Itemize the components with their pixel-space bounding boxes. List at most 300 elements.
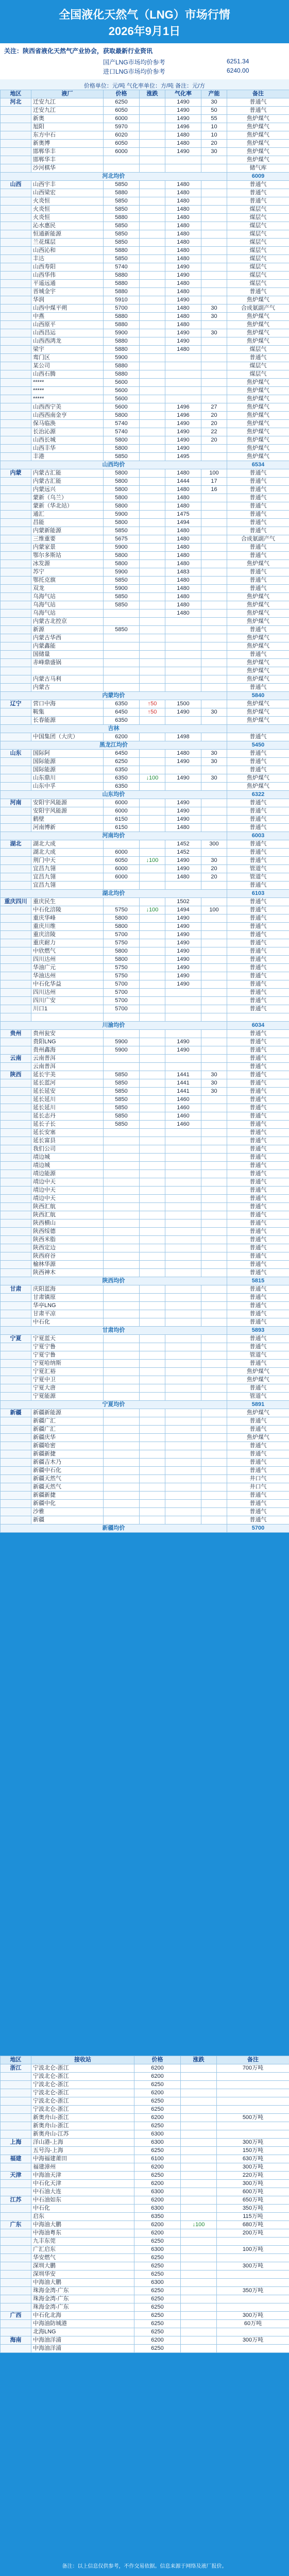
table-cell: 普通气 [227,1261,289,1269]
region-cell [1,1450,31,1459]
table-cell [104,1450,140,1459]
table-cell [140,1211,165,1219]
table-cell: 6250 [134,2262,181,2270]
region-cell [1,824,31,832]
table-cell [201,972,227,980]
table-cell: 中海油防城港 [31,2320,134,2328]
table-cell: 延长安塞 [31,1129,104,1137]
table-row [1,189,289,197]
table-cell: 10 [201,131,227,140]
table-cell: 6250 [134,2345,181,2353]
table-row [1,1038,289,1046]
table-row [1,337,289,346]
table-cell: 中国集团（大庆） [31,733,104,741]
region-cell [1,107,31,115]
table-row [1,1434,289,1442]
notice-panel [0,43,289,79]
table-cell: 1460 [165,1096,201,1104]
table-cell: 中石化 [31,2205,134,2213]
table-cell: 宁夏中卫 [31,1376,104,1384]
table-cell: 山东鼎川 [31,774,104,783]
table-cell [201,1195,227,1203]
table-cell [165,1417,201,1426]
table-row [1,626,289,634]
table-cell [140,980,165,989]
region-average-row [1,791,289,799]
table-row [1,214,289,222]
table-cell [104,1187,140,1195]
table-cell: 普通气 [227,1459,289,1467]
table-cell: 6450 [104,708,140,717]
table-cell [201,1285,227,1294]
table-cell [181,2312,217,2320]
region-cell [1,428,31,436]
region-cell [1,486,31,494]
average-value: 5840 [227,692,289,700]
table-cell: 100 [201,906,227,914]
table-cell [165,1384,201,1393]
table-cell: 1490 [165,436,201,445]
table-row [1,2336,289,2345]
region-cell [1,774,31,783]
table-cell: 5800 [104,519,140,527]
table-cell: 煤层气 [227,272,289,280]
table-cell: 30 [201,857,227,865]
table-cell: 煤层气 [227,370,289,379]
table-cell: 6000 [104,807,140,816]
table-cell [140,675,165,684]
table-cell [165,618,201,626]
table-cell: 6250 [134,2303,181,2312]
table-cell: 5850 [104,181,140,189]
table-cell [201,1104,227,1112]
table-cell [140,1516,165,1524]
table-cell: 华润 [31,296,104,304]
region-cell [1,1145,31,1154]
table-cell: 国际能源 [31,766,104,774]
average-value [227,725,289,733]
table-cell [201,395,227,403]
table-cell: 1490 [165,931,201,939]
table-cell [140,1483,165,1492]
table-cell: 新疆中化 [31,1500,104,1508]
table-cell: 6000 [104,148,140,156]
table-cell [104,1475,140,1483]
table-cell [140,560,165,568]
table-cell [201,197,227,206]
table-cell [201,609,227,618]
table-cell [165,1219,201,1228]
region-cell [1,544,31,552]
table-cell [201,321,227,329]
table-cell [140,947,165,956]
table-cell [140,667,165,675]
table-cell: 1480 [165,486,201,494]
table-cell [104,618,140,626]
table-cell: 普通气 [227,189,289,197]
table-cell: 6300 [134,2205,181,2213]
table-cell [140,239,165,247]
table-cell: 焦炉煤气 [227,395,289,403]
table-cell: 115万吨 [217,2213,289,2221]
region-cell: 山西 [1,181,31,189]
region-cell [1,2205,31,2213]
region-cell [1,675,31,684]
table-row [1,2270,289,2279]
table-cell: 300万吨 [217,2163,289,2172]
table-cell: 1480 [165,313,201,321]
table-cell: 6250 [134,2106,181,2114]
table-cell [201,1261,227,1269]
table-cell [201,1112,227,1121]
region-cell [1,1154,31,1162]
table-cell [140,453,165,461]
region-cell [1,1137,31,1145]
table-cell [201,1162,227,1170]
table-cell: 6250 [134,2287,181,2295]
table-cell: 6300 [134,2188,181,2196]
table-cell [201,1508,227,1516]
table-cell [104,1195,140,1203]
region-cell [1,370,31,379]
region-cell [1,304,31,313]
table-row [1,2229,289,2238]
table-cell: 焦炉煤气 [227,379,289,387]
region-average-row [1,832,289,840]
table-cell [140,1005,165,1013]
table-cell: 5700 [104,980,140,989]
table-cell: 1496 [165,123,201,131]
table-cell [140,1219,165,1228]
table-row [1,2246,289,2254]
table-cell: 焦炉煤气 [227,387,289,395]
table-row [1,1088,289,1096]
average-label: 内蒙均价 [1,692,227,700]
table-cell: 苏宁 [31,568,104,577]
table-cell [140,123,165,131]
header-banner [0,0,289,43]
region-cell: 甘肃 [1,1285,31,1294]
table-cell [140,1063,165,1071]
table-cell: 6150 [104,816,140,824]
table-cell: 乌海气站 [31,601,104,609]
table-cell [165,1442,201,1450]
region-cell [1,667,31,675]
table-cell [140,98,165,107]
table-cell: 新疆吉木乃 [31,1459,104,1467]
table-cell: 5700 [104,997,140,1005]
table-cell: 焦炉煤气 [227,140,289,148]
table-cell: 宁波北仑-浙江 [31,2064,134,2073]
average-label: 吉林 [1,725,227,733]
table-cell: 火炎恒 [31,214,104,222]
table-cell: 普通气 [227,197,289,206]
table-cell [140,865,165,873]
table-cell: 新疆天然气 [31,1475,104,1483]
table-row [1,980,289,989]
table-cell: 普通气 [227,1384,289,1393]
table-cell [181,2172,217,2180]
table-cell: 6000 [104,873,140,882]
table-cell [201,1137,227,1145]
table-cell: 5880 [104,313,140,321]
table-cell [140,1013,165,1022]
table-cell: 5850 [104,601,140,609]
table-cell [104,1285,140,1294]
table-cell: 普通气 [227,1030,289,1038]
table-cell [104,1228,140,1236]
table-cell: 火炎恒 [31,206,104,214]
table-cell: 山西宇丰 [31,181,104,189]
table-row [1,601,289,609]
table-cell: 靖边城 [31,1162,104,1170]
column-header: 地区 [1,90,31,98]
region-cell [1,296,31,304]
region-cell [1,247,31,255]
table-cell: 普通气 [227,1195,289,1203]
table-cell [165,651,201,659]
table-cell: 5700 [104,989,140,997]
region-cell [1,1005,31,1013]
table-cell: 宁波北仑-浙江 [31,2081,134,2089]
region-average-row [1,1022,289,1030]
table-cell [165,1310,201,1318]
table-cell: 10 [201,123,227,131]
table-cell [165,1228,201,1236]
table-cell: 宁波北仑-浙江 [31,2073,134,2081]
table-cell: 新奥 [31,115,104,123]
region-cell [1,1038,31,1046]
region-cell [1,2073,31,2081]
region-cell [1,2279,31,2287]
table-cell [201,272,227,280]
table-cell [165,1434,201,1442]
region-cell [1,263,31,272]
average-value: 6003 [227,832,289,840]
region-cell: 海南 [1,2336,31,2345]
table-row [1,1104,289,1112]
table-cell: 迁安九江 [31,107,104,115]
table-cell [104,609,140,618]
table-cell [201,939,227,947]
table-cell [104,675,140,684]
table-cell: 宁波北仑-浙江 [31,2106,134,2114]
region-cell [1,519,31,527]
region-cell [1,956,31,964]
table-cell [140,362,165,370]
table-cell: 河南博新 [31,824,104,832]
table-cell: 华油广元 [31,964,104,972]
table-cell: 焦炉煤气 [227,445,289,453]
table-cell: 30 [201,148,227,156]
table-cell: 中石化 [31,1318,104,1327]
table-cell [140,511,165,519]
table-cell: 6250 [134,2254,181,2262]
table-cell: 煤层气 [227,239,289,247]
table-cell: 5800 [104,956,140,964]
table-cell [140,181,165,189]
table-cell [140,395,165,403]
table-cell [165,642,201,651]
table-cell [165,1129,201,1137]
table-cell [104,1219,140,1228]
table-cell [140,428,165,436]
table-cell: 焦炉煤气 [227,642,289,651]
table-cell: 1480 [165,577,201,585]
table-cell: 延长子长 [31,1121,104,1129]
table-cell [140,807,165,816]
table-cell [181,2122,217,2130]
table-cell: 6250 [134,2147,181,2155]
page-date: 2026年9月1日 [108,25,181,38]
table-cell: 1480 [165,197,201,206]
table-cell: 6350 [104,717,140,725]
table-row [1,816,289,824]
table-cell [201,1318,227,1327]
table-cell: 30 [201,1071,227,1079]
table-cell: 山西石腾 [31,370,104,379]
table-cell [140,997,165,1005]
table-row [1,964,289,972]
table-cell: 1480 [165,214,201,222]
table-cell [140,1236,165,1244]
table-cell: 20 [201,420,227,428]
table-cell: 普通气 [227,1302,289,1310]
table-cell: 6200 [134,2336,181,2345]
table-cell: 内蒙古北控京 [31,618,104,626]
table-cell: 焦炉煤气 [227,412,289,420]
region-cell [1,453,31,461]
table-cell: 中燕 [31,313,104,321]
table-cell: 普通气 [227,626,289,634]
table-cell: 邯郸华丰 [31,148,104,156]
table-cell: 1490 [165,807,201,816]
table-cell [201,502,227,511]
table-cell: 焦炉煤气 [227,675,289,684]
table-cell: 6000 [104,865,140,873]
table-cell [181,2114,217,2122]
table-cell [201,1013,227,1022]
table-cell: 5850 [104,1096,140,1104]
table-row [1,1335,289,1343]
table-cell: 1490 [165,956,201,964]
table-row [1,544,289,552]
table-row [1,2130,289,2139]
table-cell: 1490 [165,1046,201,1055]
table-cell [201,947,227,956]
region-cell [1,478,31,486]
table-cell [165,882,201,890]
table-cell [140,527,165,535]
table-cell: 普通气 [227,1500,289,1508]
table-cell [201,1121,227,1129]
table-cell: 乌海气站 [31,609,104,618]
region-cell [1,1195,31,1203]
table-cell: 300万吨 [217,2139,289,2147]
table-cell: 6100 [134,2155,181,2163]
table-row [1,453,289,461]
table-row [1,478,289,486]
table-cell [104,1442,140,1450]
table-cell [165,667,201,675]
table-row [1,552,289,560]
region-cell [1,2320,31,2328]
table-cell: 宁夏能源 [31,1393,104,1401]
table-cell [140,1409,165,1417]
table-cell: 1490 [165,816,201,824]
table-cell: 陕西汇航 [31,1211,104,1219]
table-cell: 煤层气 [227,255,289,263]
table-cell [201,1294,227,1302]
table-cell [140,931,165,939]
region-cell [1,1302,31,1310]
table-cell: ↓100 [140,906,165,914]
table-cell: 5700 [104,1005,140,1013]
table-cell: 鄂托克旗 [31,577,104,585]
region-cell [1,964,31,972]
table-cell [104,1508,140,1516]
table-cell: 5600 [104,395,140,403]
table-cell: 6300 [134,2130,181,2139]
table-cell [181,2213,217,2221]
table-row [1,1409,289,1417]
table-cell: 邯郸华丰 [31,156,104,164]
average-value: 6103 [227,890,289,898]
table-cell: 普通气 [227,972,289,980]
table-cell [165,1030,201,1038]
table-cell: 6250 [134,2295,181,2303]
region-cell: 河北 [1,98,31,107]
table-cell [201,527,227,535]
table-cell: 中石化天津 [31,2180,134,2188]
table-cell [140,230,165,239]
table-cell: 5880 [104,370,140,379]
table-cell [140,873,165,882]
table-cell: 普通气 [227,354,289,362]
table-cell: 普通气 [227,733,289,741]
table-cell: 普通气 [227,1178,289,1187]
table-cell: 150万吨 [217,2147,289,2155]
region-cell [1,914,31,923]
table-cell: 五号沟-上海 [31,2147,134,2155]
table-row [1,651,289,659]
region-cell [1,1516,31,1524]
table-cell: 5880 [104,337,140,346]
table-cell: 30 [201,774,227,783]
table-cell: 1495 [165,453,201,461]
table-row [1,1079,289,1088]
region-cell [1,1294,31,1302]
table-cell [165,1285,201,1294]
table-cell [140,783,165,791]
region-cell [1,1096,31,1104]
table-cell: 重庆涪陵 [31,931,104,939]
table-cell: 陕西府谷 [31,1252,104,1261]
table-cell [165,1467,201,1475]
table-cell: 350万吨 [217,2205,289,2213]
table-cell: 6000 [104,799,140,807]
table-row [1,2163,289,2172]
table-cell [201,387,227,395]
table-cell: 1490 [165,799,201,807]
average-label: 山东均价 [1,791,227,799]
table-cell [140,140,165,148]
table-cell: 普通气 [227,1236,289,1244]
table-cell: 1480 [165,585,201,593]
table-cell [217,2303,289,2312]
region-cell [1,601,31,609]
table-cell: 营口中海 [31,700,104,708]
